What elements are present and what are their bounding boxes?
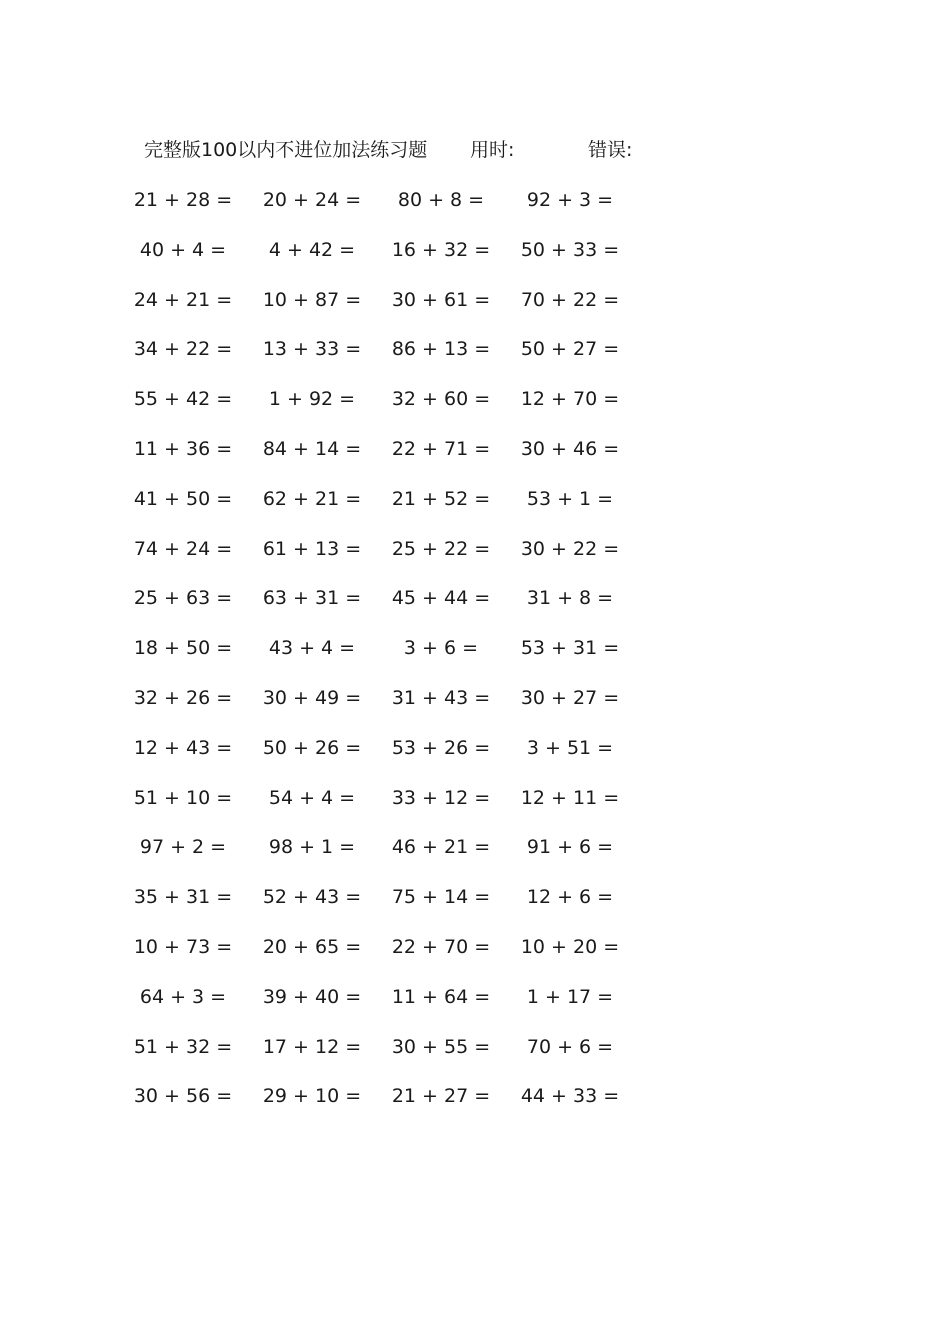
problem-row	[118, 833, 638, 883]
problem-item: 10 + 20 =	[520, 935, 620, 958]
problem-row	[118, 584, 638, 634]
problem-item: 86 + 13 =	[391, 338, 491, 361]
problem-item: 51 + 32 =	[133, 1035, 233, 1058]
problem-item: 63 + 31 =	[262, 587, 362, 610]
problem-item: 3 + 51 =	[526, 736, 614, 759]
problem-item: 46 + 21 =	[391, 836, 491, 859]
problem-item: 21 + 28 =	[133, 189, 233, 211]
problem-item: 64 + 3 =	[139, 985, 227, 1008]
problem-item: 20 + 65 =	[262, 935, 362, 958]
problem-item: 50 + 27 =	[520, 338, 620, 361]
problem-item: 70 + 6 =	[526, 1035, 614, 1058]
problem-item: 30 + 49 =	[262, 686, 362, 709]
problem-item: 55 + 42 =	[133, 388, 233, 411]
problem-item: 3 + 6 =	[403, 637, 479, 660]
problem-item: 45 + 44 =	[391, 587, 491, 610]
problem-item: 30 + 55 =	[391, 1035, 491, 1058]
problem-row	[118, 236, 638, 286]
problem-item: 98 + 1 =	[268, 836, 356, 859]
problem-item: 24 + 21 =	[133, 288, 233, 311]
problem-item: 33 + 12 =	[391, 786, 491, 809]
problem-item: 1 + 17 =	[526, 985, 614, 1008]
problem-row	[118, 883, 638, 933]
problem-item: 12 + 43 =	[133, 736, 233, 759]
problem-item: 91 + 6 =	[526, 836, 614, 859]
problem-item: 50 + 33 =	[520, 238, 620, 261]
problem-item: 39 + 40 =	[262, 985, 362, 1008]
problem-item: 75 + 14 =	[391, 886, 491, 909]
problem-item: 31 + 43 =	[391, 686, 491, 709]
problem-item: 30 + 61 =	[391, 288, 491, 311]
problem-item: 18 + 50 =	[133, 637, 233, 660]
problem-item: 1 + 92 =	[268, 388, 356, 411]
problem-item: 34 + 22 =	[133, 338, 233, 361]
problem-row	[118, 485, 638, 535]
problem-item: 22 + 71 =	[391, 437, 491, 460]
problem-item: 17 + 12 =	[262, 1035, 362, 1058]
problem-row	[118, 983, 638, 1033]
problem-item: 10 + 87 =	[262, 288, 362, 311]
problem-item: 30 + 22 =	[520, 537, 620, 560]
worksheet-header	[144, 136, 684, 164]
problem-item: 84 + 14 =	[262, 437, 362, 460]
time-used-label: 用时:	[470, 139, 515, 161]
worksheet-title: 完整版100以内不进位加法练习题	[144, 139, 428, 161]
problem-item: 43 + 4 =	[268, 637, 356, 660]
problem-item: 74 + 24 =	[133, 537, 233, 560]
problem-item: 54 + 4 =	[268, 786, 356, 809]
problem-item: 22 + 70 =	[391, 935, 491, 958]
problem-item: 40 + 4 =	[139, 238, 227, 261]
problem-item: 21 + 27 =	[391, 1085, 491, 1108]
problem-item: 53 + 1 =	[526, 487, 614, 510]
problem-item: 21 + 52 =	[391, 487, 491, 510]
problem-item: 4 + 42 =	[268, 238, 356, 261]
problem-row	[118, 385, 638, 435]
problem-item: 35 + 31 =	[133, 886, 233, 909]
problem-item: 20 + 24 =	[262, 189, 362, 211]
problem-item: 97 + 2 =	[139, 836, 227, 859]
problem-item: 92 + 3 =	[526, 189, 614, 211]
problem-item: 32 + 60 =	[391, 388, 491, 411]
problem-row	[118, 1082, 638, 1132]
problem-item: 12 + 11 =	[520, 786, 620, 809]
problem-item: 53 + 26 =	[391, 736, 491, 759]
problem-row	[118, 784, 638, 834]
problem-item: 44 + 33 =	[520, 1085, 620, 1108]
problem-item: 12 + 70 =	[520, 388, 620, 411]
problem-row	[118, 335, 638, 385]
problem-row	[118, 435, 638, 485]
problem-item: 13 + 33 =	[262, 338, 362, 361]
problem-item: 30 + 46 =	[520, 437, 620, 460]
problem-item: 29 + 10 =	[262, 1085, 362, 1108]
problem-row	[118, 1033, 638, 1083]
problem-row	[118, 634, 638, 684]
problem-row	[118, 734, 638, 784]
problem-grid	[118, 186, 638, 1132]
problem-item: 25 + 22 =	[391, 537, 491, 560]
problem-row	[118, 684, 638, 734]
problem-item: 50 + 26 =	[262, 736, 362, 759]
problem-item: 10 + 73 =	[133, 935, 233, 958]
problem-item: 32 + 26 =	[133, 686, 233, 709]
problem-row	[118, 286, 638, 336]
problem-row	[118, 535, 638, 585]
problem-item: 51 + 10 =	[133, 786, 233, 809]
problem-item: 62 + 21 =	[262, 487, 362, 510]
problem-item: 30 + 27 =	[520, 686, 620, 709]
errors-label: 错误:	[588, 139, 633, 161]
problem-item: 25 + 63 =	[133, 587, 233, 610]
problem-item: 61 + 13 =	[262, 537, 362, 560]
problem-row	[118, 933, 638, 983]
problem-item: 11 + 36 =	[133, 437, 233, 460]
problem-item: 52 + 43 =	[262, 886, 362, 909]
problem-item: 12 + 6 =	[526, 886, 614, 909]
problem-item: 31 + 8 =	[526, 587, 614, 610]
problem-item: 41 + 50 =	[133, 487, 233, 510]
problem-item: 30 + 56 =	[133, 1085, 233, 1108]
problem-row	[118, 186, 638, 236]
problem-item: 11 + 64 =	[391, 985, 491, 1008]
problem-item: 70 + 22 =	[520, 288, 620, 311]
problem-item: 53 + 31 =	[520, 637, 620, 660]
problem-item: 80 + 8 =	[397, 189, 485, 211]
problem-item: 16 + 32 =	[391, 238, 491, 261]
